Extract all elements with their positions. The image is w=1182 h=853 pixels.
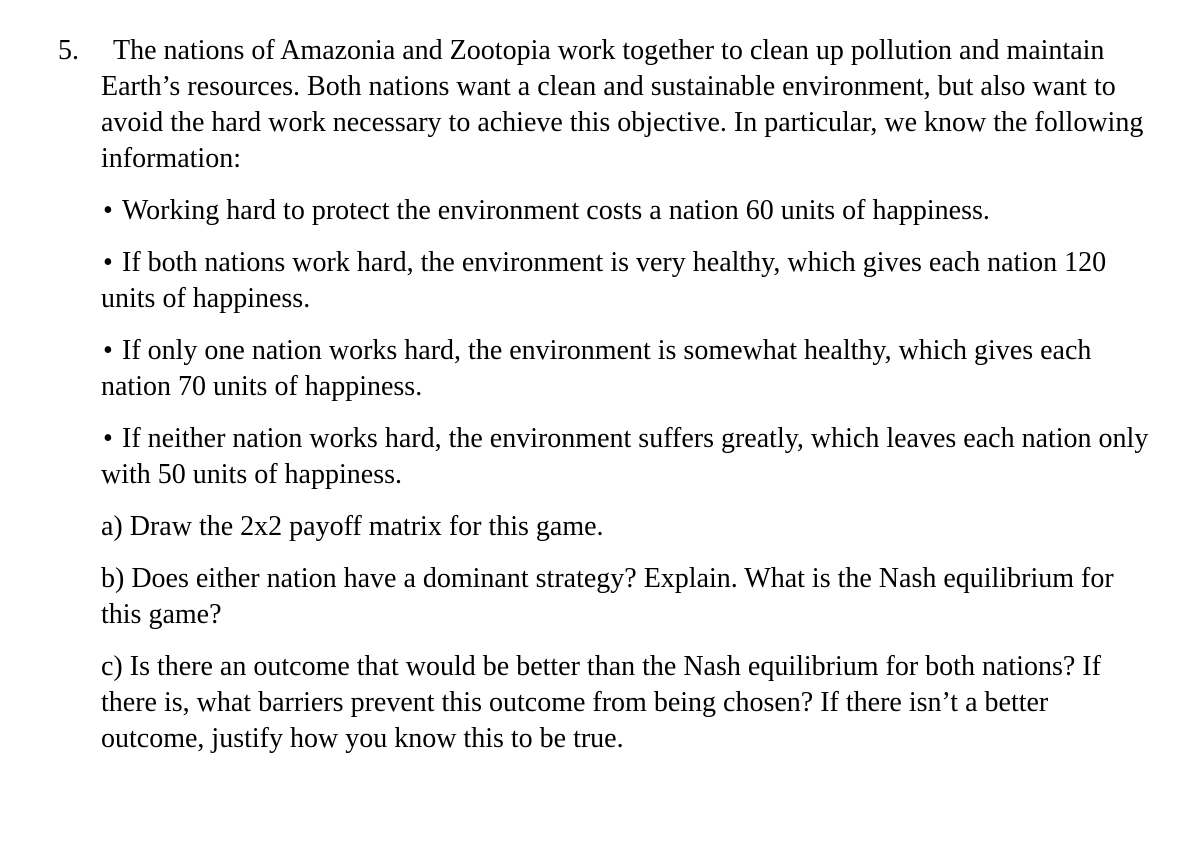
question-5 (58, 33, 1158, 757)
info-bullet-list (101, 193, 1158, 493)
bullet-icon: • (103, 335, 113, 366)
bullet-text: If only one nation works hard, the environment is somewhat healthy, which gives each nation 70 units of happiness. (101, 335, 1092, 402)
bullet-icon: • (103, 423, 113, 454)
question-number: 5. (58, 35, 79, 66)
bullet-icon: • (103, 195, 113, 226)
bullet-text: Working hard to protect the environment costs a nation 60 units of happiness. (122, 195, 990, 226)
info-bullet (101, 245, 1158, 317)
question-part-b: b) Does either nation have a dominant strategy? Explain. What is the Nash equilibrium for this game? (101, 563, 1114, 630)
bullet-text: If both nations work hard, the environment is very healthy, which gives each nation 120 units of happiness. (101, 247, 1107, 314)
question-body (101, 33, 1158, 757)
question-part-c: c) Is there an outcome that would be better than the Nash equilibrium for both nations? If there is, what barriers prevent this outcome from being chosen? If there isn’t a better outcome, justify how you know this to be true. (101, 651, 1101, 754)
info-bullet (101, 193, 1158, 229)
info-bullet (101, 333, 1158, 405)
info-bullet (101, 421, 1158, 493)
question-parts (101, 509, 1158, 757)
question-intro: The nations of Amazonia and Zootopia work together to clean up pollution and maintain Earth’s resources. Both nations want a clean and sustainable environment, but also want to avoid the hard work necessary to achieve this objective. In particular, we know the following information: (101, 35, 1144, 174)
question-part-a: a) Draw the 2x2 payoff matrix for this game. (101, 511, 604, 542)
bullet-icon: • (103, 247, 113, 278)
bullet-text: If neither nation works hard, the environment suffers greatly, which leaves each nation only with 50 units of happiness. (101, 423, 1149, 490)
